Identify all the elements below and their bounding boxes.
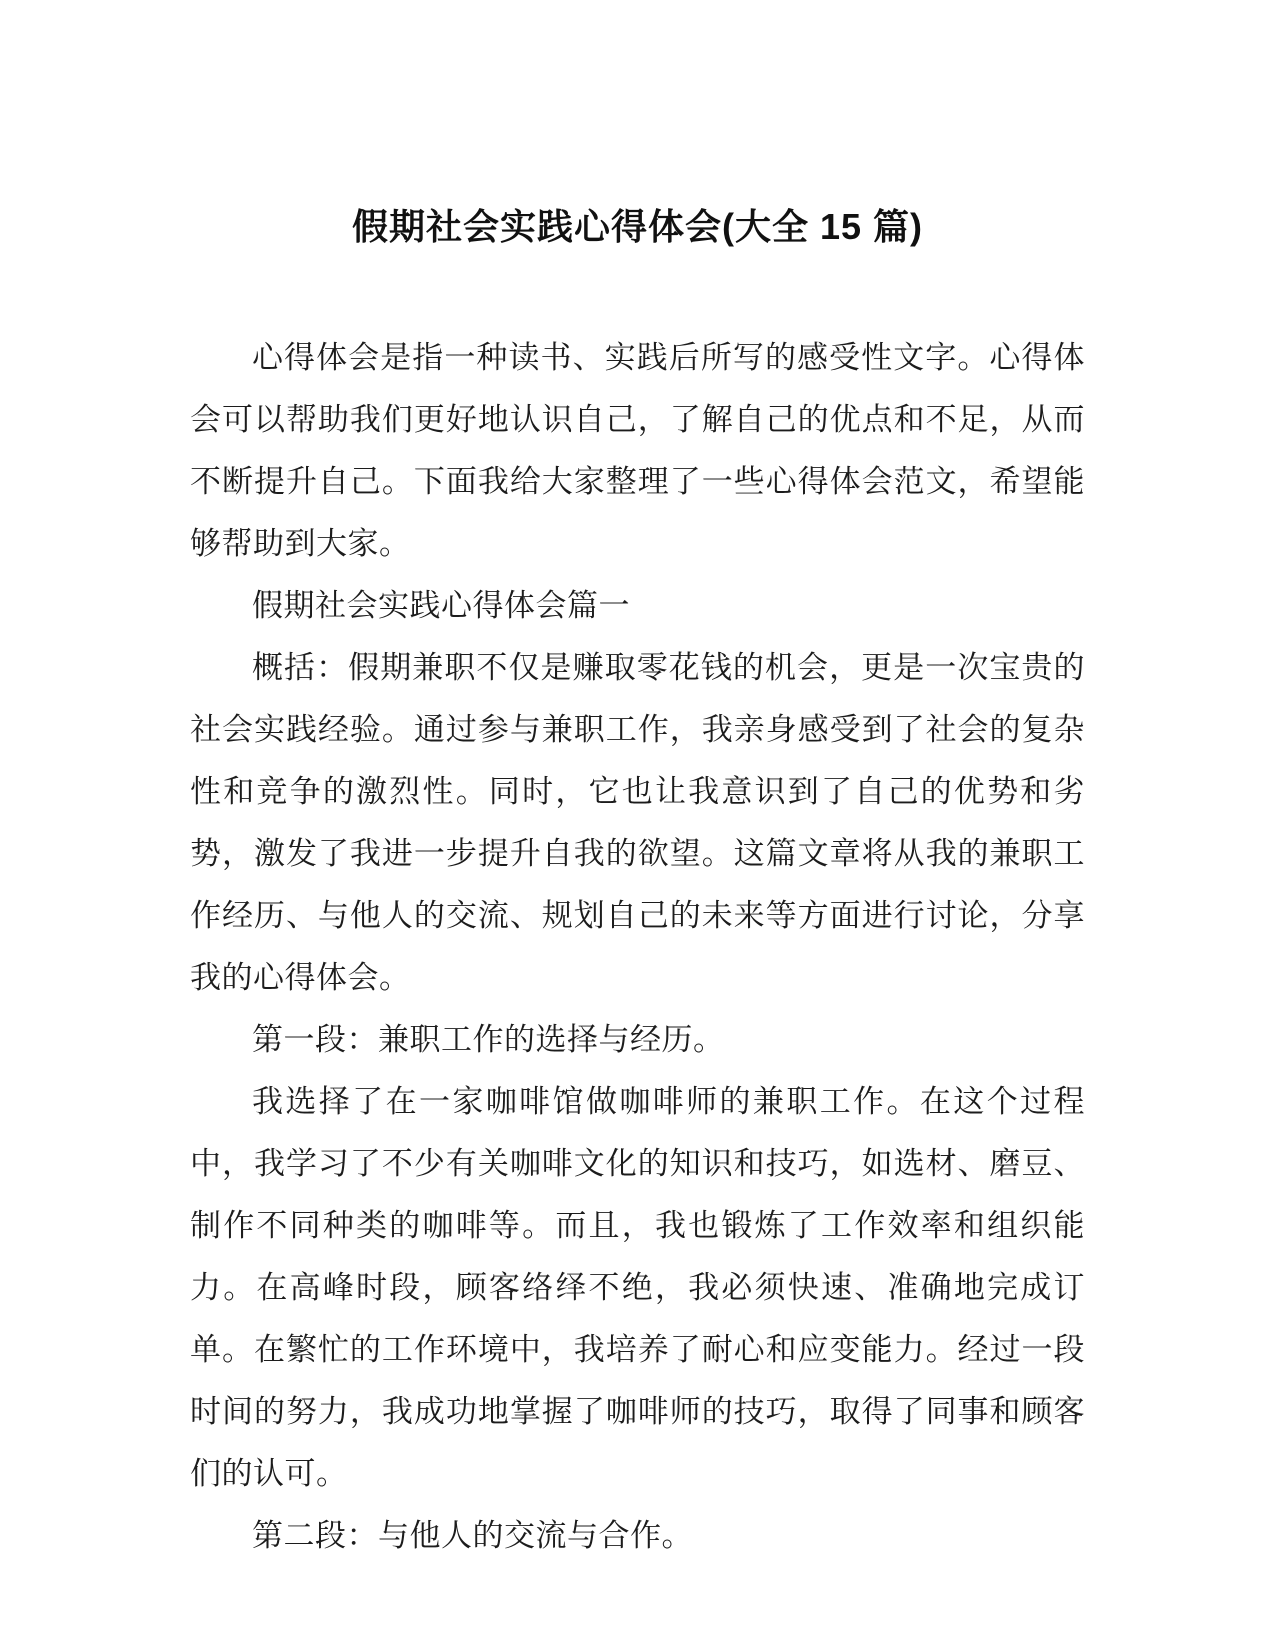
paragraph-section-heading-1: 假期社会实践心得体会篇一	[252, 588, 630, 623]
paragraph-part1-heading: 第一段：兼职工作的选择与经历。	[252, 1022, 725, 1057]
paragraph-summary: 概括：假期兼职不仅是赚取零花钱的机会，更是一次宝贵的社会实践经验。通过参与兼职工作，我亲身感受到了社会的复杂性和竞争的激烈性。同时，它也让我意识到了自己的优势和劣势，激发了我进一步提升自我的欲望。这篇文章将从我的兼职工作经历、与他人的交流、规划自己的未来等方面进行讨论，分享我的心得体会。	[190, 650, 1085, 995]
document-title: 假期社会实践心得体会(大全 15 篇)	[351, 206, 924, 247]
paragraph-part1-body: 我选择了在一家咖啡馆做咖啡师的兼职工作。在这个过程中，我学习了不少有关咖啡文化的知识和技巧，如选材、磨豆、制作不同种类的咖啡等。而且，我也锻炼了工作效率和组织能力。在高峰时段，顾客络绎不绝，我必须快速、准确地完成订单。在繁忙的工作环境中，我培养了耐心和应变能力。经过一段时间的努力，我成功地掌握了咖啡师的技巧，取得了同事和顾客们的认可。	[190, 1084, 1085, 1491]
paragraph-part2-heading: 第二段：与他人的交流与合作。	[252, 1518, 693, 1553]
document-body	[190, 327, 1085, 1567]
paragraph-intro: 心得体会是指一种读书、实践后所写的感受性文字。心得体会可以帮助我们更好地认识自己，了解自己的优点和不足，从而不断提升自己。下面我给大家整理了一些心得体会范文，希望能够帮助到大家。	[190, 340, 1085, 561]
